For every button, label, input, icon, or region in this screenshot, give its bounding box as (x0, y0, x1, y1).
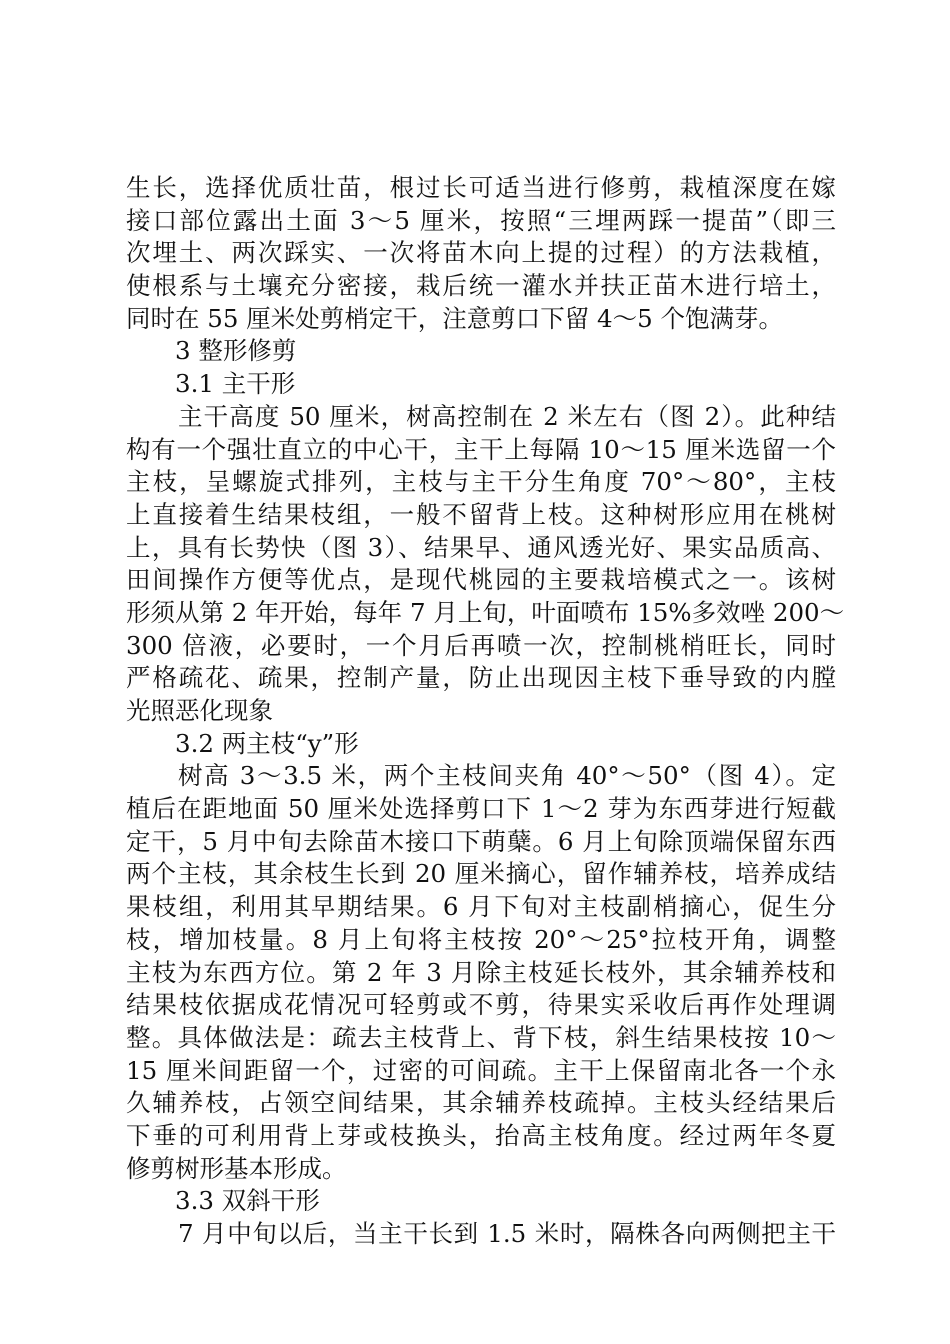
text-line: 7 月中旬以后，当主干长到 1.5 米时，隔株各向两侧把主干 (178, 1219, 836, 1248)
paragraph (126, 172, 836, 335)
text-line: 修剪树形基本形成。 (126, 1153, 347, 1183)
text-line: 果枝组，利用其早期结果。6 月下旬对主枝副梢摘心，促生分 (126, 892, 836, 922)
text-line: 主枝为东西方位。第 2 年 3 月除主枝延长枝外，其余辅养枝和 (126, 957, 836, 987)
text-line: 同时在 55 厘米处剪梢定干，注意剪口下留 4～5 个饱满芽。 (126, 303, 783, 333)
text-line: 久辅养枝，占领空间结果，其余辅养枝疏掉。主枝头经结果后 (126, 1088, 836, 1118)
paragraph (126, 760, 836, 1185)
text-line: 定干，5 月中旬去除苗木接口下萌蘖。6 月上旬除顶端保留东西 (126, 826, 836, 856)
text-line: 使根系与土壤充分密接，栽后统一灌水并扶正苗木进行培土， (126, 271, 836, 301)
text-line: 树高 3～3.5 米，两个主枝间夹角 40°～50°（图 4）。定 (178, 761, 836, 791)
paragraph (126, 401, 845, 728)
text-line: 上，具有长势快（图 3）、结果早、通风透光好、果实品质高、 (126, 532, 836, 562)
paragraph (126, 1218, 836, 1251)
subsection-heading: 3.2 两主枝“y”形 (175, 728, 359, 758)
text-line: 主枝，呈螺旋式排列，主枝与主干分生角度 70°～80°，主枝 (126, 467, 836, 497)
text-line: 下垂的可利用背上芽或枝换头，抬高主枝角度。经过两年冬夏 (126, 1120, 836, 1150)
text-line: 主干高度 50 厘米，树高控制在 2 米左右（图 2）。此种结 (178, 401, 836, 431)
text-line: 构有一个强壮直立的中心干，主干上每隔 10～15 厘米选留一个 (126, 434, 836, 464)
text-line: 接口部位露出土面 3～5 厘米，按照“三埋两踩一提苗”（即三 (126, 205, 836, 235)
text-line: 枝，增加枝量。8 月上旬将主枝按 20°～25°拉枝开角，调整 (126, 924, 836, 954)
text-line: 结果枝依据成花情况可轻剪或不剪，待果实采收后再作处理调 (126, 990, 836, 1020)
subsection-heading: 3.1 主干形 (175, 369, 296, 399)
text-line: 光照恶化现象 (126, 696, 273, 725)
text-line: 生长，选择优质壮苗，根过长可适当进行修剪，栽植深度在嫁 (126, 173, 836, 202)
text-line: 形须从第 2 年开始，每年 7 月上旬，叶面喷布 15%多效唑 200～ (126, 597, 845, 627)
section-heading: 3 整形修剪 (175, 336, 297, 366)
text-line: 上直接着生结果枝组，一般不留背上枝。这种树形应用在桃树 (126, 499, 836, 529)
text-line: 植后在距地面 50 厘米处选择剪口下 1～2 芽为东西芽进行短截 (126, 794, 836, 824)
text-line: 15 厘米间距留一个，过密的可间疏。主干上保留南北各一个永 (126, 1055, 836, 1085)
text-line: 300 倍液，必要时，一个月后再喷一次，控制桃梢旺长，同时 (126, 630, 836, 660)
text-line: 次埋土、两次踩实、一次将苗木向上提的过程）的方法栽植， (126, 238, 836, 268)
subsection-heading: 3.3 双斜干形 (175, 1186, 320, 1216)
text-line: 严格疏花、疏果，控制产量，防止出现因主枝下垂导致的内膛 (126, 663, 836, 693)
text-line: 整。具体做法是：疏去主枝背上、背下枝，斜生结果枝按 10～ (126, 1022, 836, 1052)
text-line: 田间操作方便等优点，是现代桃园的主要栽培模式之一。该树 (126, 565, 836, 595)
document-body (126, 172, 845, 1251)
text-line: 两个主枝，其余枝生长到 20 厘米摘心，留作辅养枝，培养成结 (126, 859, 836, 889)
